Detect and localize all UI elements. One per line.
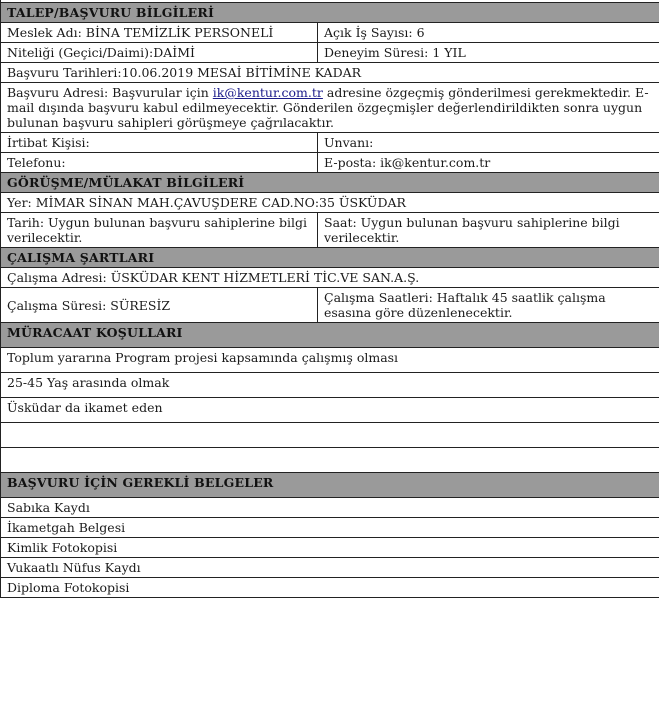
muracaat-item: Üsküdar da ikamet eden xyxy=(1,398,659,423)
belge-item: Kimlik Fotokopisi xyxy=(1,538,659,558)
niteligi: Niteliği (Geçici/Daimi):DAİMİ xyxy=(1,43,318,63)
section-header-belgeler: BAŞVURU İÇİN GEREKLİ BELGELER xyxy=(1,473,659,498)
section-header-gorusme: GÖRÜŞME/MÜLAKAT BİLGİLERİ xyxy=(1,173,659,193)
meslek-adi: Meslek Adı: BİNA TEMİZLİK PERSONELİ xyxy=(1,23,318,43)
muracaat-item-empty xyxy=(1,423,659,448)
section-header-talep: TALEP/BAŞVURU BİLGİLERİ xyxy=(1,3,659,23)
basvuru-adresi-suffix: adresine özgeçmiş gönderilmesi gerekmektedir. E-mail dışında başvuru kabul edilmeyecektir. Gönderilen özgeçmişler değerlendirildikten sonra uygun bulunan başvuru sahipleri görüşmeye çağrılacaktır. xyxy=(7,85,649,130)
calisma-suresi: Çalışma Süresi: SÜRESİZ xyxy=(1,288,318,323)
gorusme-saat: Saat: Uygun bulunan başvuru sahiplerine bilgi verilecektir. xyxy=(318,213,659,248)
irtibat-kisisi: İrtibat Kişisi: xyxy=(1,133,318,153)
telefonu: Telefonu: xyxy=(1,153,318,173)
belge-item: Vukaatlı Nüfus Kaydı xyxy=(1,558,659,578)
calisma-adresi: Çalışma Adresi: ÜSKÜDAR KENT HİZMETLERİ TİC.VE SAN.A.Ş. xyxy=(1,268,659,288)
muracaat-item: 25-45 Yaş arasında olmak xyxy=(1,373,659,398)
e-posta: E-posta: ik@kentur.com.tr xyxy=(318,153,659,173)
basvuru-adresi xyxy=(1,83,659,133)
muracaat-item-empty xyxy=(1,448,659,473)
belge-item: Diploma Fotokopisi xyxy=(1,578,659,598)
belge-item: İkametgah Belgesi xyxy=(1,518,659,538)
section-header-calisma: ÇALIŞMA ŞARTLARI xyxy=(1,248,659,268)
acik-is-sayisi: Açık İş Sayısı: 6 xyxy=(318,23,659,43)
unvani: Unvanı: xyxy=(318,133,659,153)
section-header-muracaat: MÜRACAAT KOŞULLARI xyxy=(1,323,659,348)
email-link[interactable]: ik@kentur.com.tr xyxy=(212,85,323,100)
basvuru-adresi-prefix: Başvuru Adresi: Başvurular için xyxy=(7,85,213,100)
gorusme-yer: Yer: MİMAR SİNAN MAH.ÇAVUŞDERE CAD.NO:35 ÜSKÜDAR xyxy=(1,193,659,213)
deneyim-suresi: Deneyim Süresi: 1 YIL xyxy=(318,43,659,63)
basvuru-tarihleri: Başvuru Tarihleri:10.06.2019 MESAİ BİTİMİNE KADAR xyxy=(1,63,659,83)
calisma-saatleri: Çalışma Saatleri: Haftalık 45 saatlik çalışma esasına göre düzenlenecektir. xyxy=(318,288,659,323)
muracaat-item: Toplum yararına Program projesi kapsamında çalışmış olması xyxy=(1,348,659,373)
gorusme-tarih: Tarih: Uygun bulunan başvuru sahiplerine bilgi verilecektir. xyxy=(1,213,318,248)
belge-item: Sabıka Kaydı xyxy=(1,498,659,518)
